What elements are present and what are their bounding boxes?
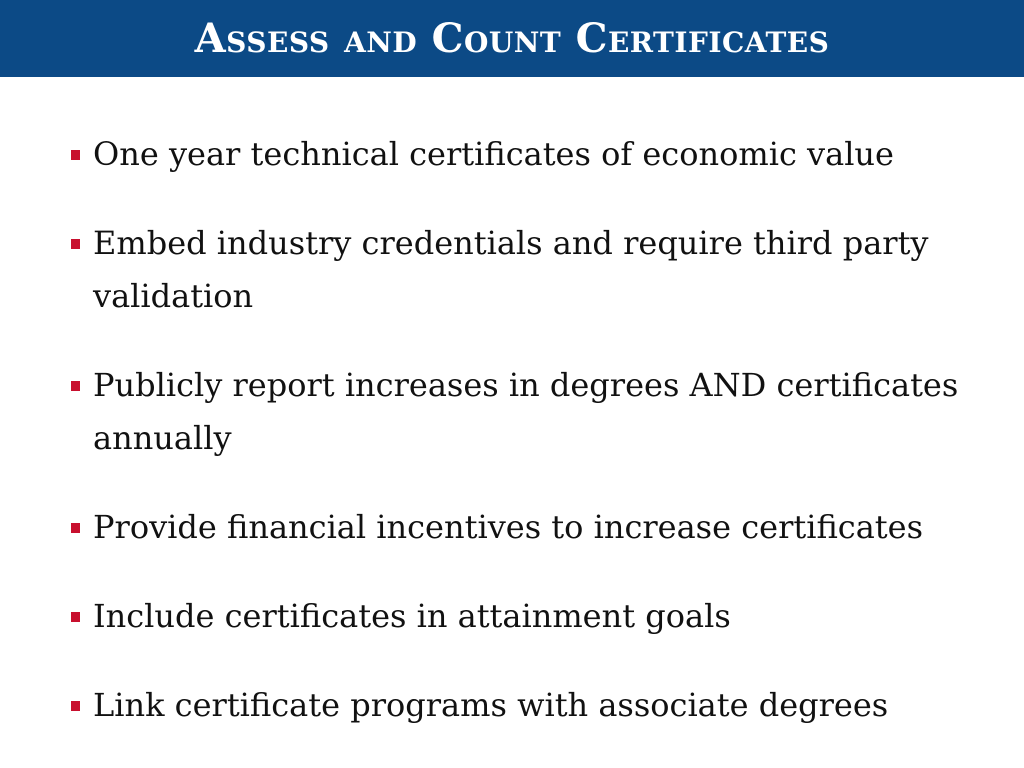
red-square-bullet-icon [71,612,80,622]
red-square-bullet-icon [71,381,80,391]
red-square-bullet-icon [71,150,80,160]
red-square-bullet-icon [71,701,80,711]
bullet-text: Publicly report increases in degrees AND certificates annually [93,366,959,457]
bullet-text: Link certificate programs with associate degrees [93,686,889,724]
bullet-item [68,590,1008,643]
title-bar [0,0,1024,77]
bullet-text: Embed industry credentials and require third party validation [93,224,929,315]
slide-title: Assess and Count Certificates [194,14,830,62]
red-square-bullet-icon [71,523,80,533]
bullet-item [68,217,1008,323]
bullet-text: One year technical certificates of economic value [93,135,894,173]
bullet-list [68,128,1008,732]
bullet-item [68,501,1008,554]
bullet-item [68,679,1008,732]
bullet-text: Provide financial incentives to increase certificates [93,508,924,546]
bullet-item [68,128,1008,181]
red-square-bullet-icon [71,239,80,249]
bullet-item [68,359,1008,465]
bullet-text: Include certificates in attainment goals [93,597,731,635]
